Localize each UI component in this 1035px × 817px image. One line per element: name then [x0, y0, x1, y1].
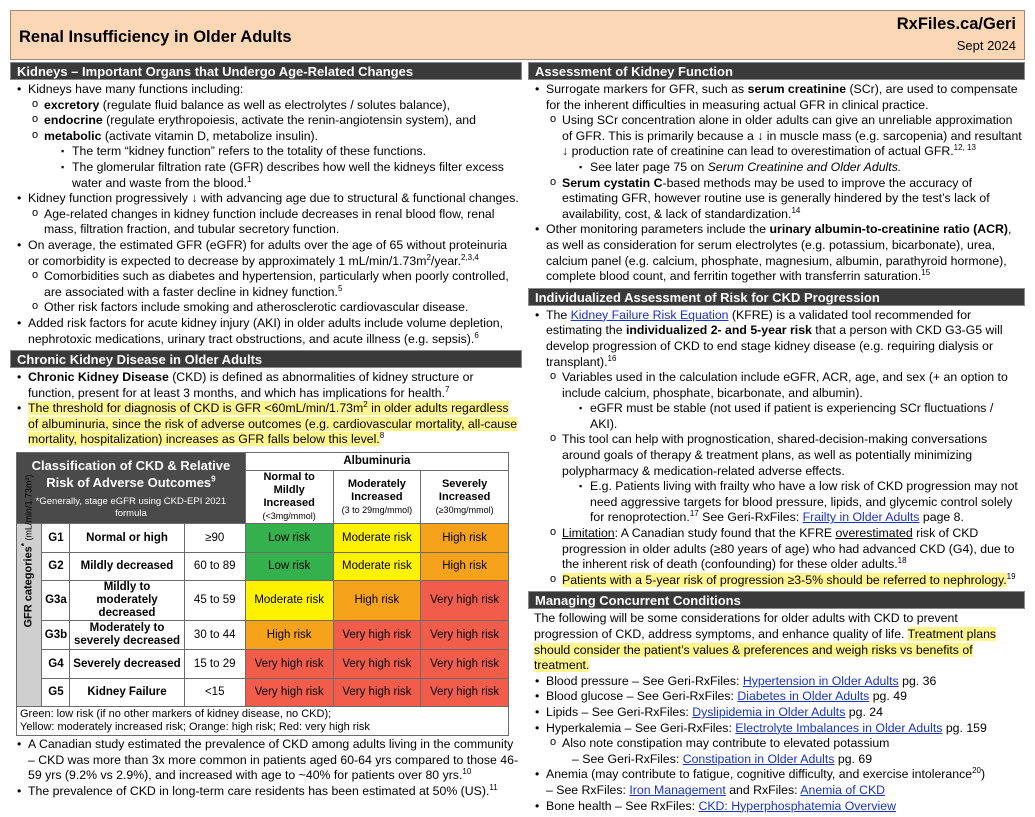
- publication-date: Sept 2024: [956, 38, 1016, 53]
- col-header-a3: Severely Increased (≥30mg/mmol): [421, 471, 509, 524]
- table-row: G4 Severely decreased 15 to 29 Very high risk Very high risk Very high risk: [17, 650, 509, 679]
- list-item: o Other risk factors include smoking and atherosclerotic cardiovascular disease.: [30, 300, 520, 316]
- list-item: o Age-related changes in kidney function include decreases in renal blood flow, renal mass, filtration fraction, and tubular secretory function.: [30, 207, 520, 238]
- left-column: [10, 62, 522, 802]
- section-body-ckd: [10, 368, 522, 448]
- ckd-classification-table: [16, 452, 509, 707]
- list-item: o excretory (regulate fluid balance as well as electrolytes / solutes balance),: [30, 98, 520, 114]
- section-heading-assessment: Assessment of Kidney Function: [528, 62, 1025, 80]
- section-body-risk: [528, 306, 1025, 592]
- list-item: ▪ The term “kidney function” refers to the totality of these functions.: [60, 144, 520, 160]
- list-item: o Using SCr concentration alone in older adults can give an unreliable approximation of GFR. This is primarily because a ↓ in muscle mass (e.g. sarcopenia) and resultant ↓ production rate of creatinine can lead to overestimation of actual GFR.$^{12, 13}$: [548, 113, 1023, 160]
- list-item: o Limitation: A Canadian study found that the KFRE overestimated risk of CKD progression in older adults (≥80 years of age) who had advanced CKD (G4), due to the inherent risk of death (confounding) for these older adults.$^{18}$: [548, 526, 1023, 573]
- page-header: [10, 10, 1025, 60]
- diabetes-link[interactable]: Diabetes in Older Adults: [737, 689, 870, 704]
- table-legend: Green: low risk (if no other markers of kidney disease, no CKD); Yellow: moderately increased risk; Orange: high risk; Red: very high risk: [16, 707, 509, 736]
- table-row: G3a Mildly to moderately decreased 45 to 59 Moderate risk High risk Very high risk: [17, 581, 509, 621]
- list-item: • The prevalence of CKD in long-term care residents has been estimated at 50% (US).$^{11}$: [14, 784, 520, 800]
- table-title-cell: Classification of CKD & Relative Risk of Adverse Outcomes$^9$ *Generally, stage eGFR using CKD-EPI 2021 formula: [17, 453, 246, 524]
- section-body-kidneys: [10, 80, 522, 350]
- frailty-link[interactable]: Frailty in Older Adults: [802, 510, 920, 525]
- list-item: • Blood pressure – See Geri-RxFiles: Hypertension in Older Adults pg. 36: [532, 674, 1023, 690]
- table-row: G5 Kidney Failure <15 Very high risk Very high risk Very high risk: [17, 679, 509, 707]
- list-item: ▪ E.g. Patients living with frailty who have a low risk of CKD progression may not need aggressive targets for blood pressure, lipids, and glycemic control solely for renoprotection.$^{17}$ See Geri-RxFiles: Frailty in Older Adults page 8.: [578, 479, 1023, 526]
- list-item: ▪ The glomerular filtration rate (GFR) describes how well the kidneys filter excess water and waste from the blood.$^1$: [60, 160, 520, 191]
- hyperphosphatemia-link[interactable]: CKD: Hyperphosphatemia Overview: [698, 798, 896, 813]
- list-item: o Also note constipation may contribute to elevated potassium – See Geri-RxFiles: Constipation in Older Adults pg. 69: [548, 736, 1023, 767]
- col-header-a1: Normal to Mildly Increased (<3mg/mmol): [245, 471, 333, 524]
- right-column: [528, 62, 1025, 817]
- section-heading-concurrent: Managing Concurrent Conditions: [528, 591, 1025, 609]
- list-item: o Patients with a 5-year risk of progression ≥3-5% should be referred to nephrology.$^{19}$: [548, 573, 1023, 589]
- dyslipidemia-link[interactable]: Dyslipidemia in Older Adults: [692, 704, 846, 719]
- list-item: • Kidney function progressively ↓ with advancing age due to structural & functional changes.: [14, 191, 520, 207]
- list-item: o This tool can help with prognostication, shared-decision-making conversations around goals of therapy & treatment plans, as well as potentially minimizing polypharmacy & medication-related adverse effects.: [548, 432, 1023, 479]
- brand-name: RxFiles.ca/Geri: [896, 15, 1016, 33]
- anemia-ckd-link[interactable]: Anemia of CKD: [800, 782, 886, 797]
- section-heading-ckd: Chronic Kidney Disease in Older Adults: [10, 350, 522, 368]
- list-item: ▪ eGFR must be stable (not used if patient is experiencing SCr fluctuations / AKI).: [578, 401, 1023, 432]
- list-item: • Chronic Kidney Disease (CKD) is defined as abnormalities of kidney structure or function, present for at least 3 months, and which has implications for health.$^7$: [14, 370, 520, 401]
- list-item: • Surrogate markers for GFR, such as serum creatinine (SCr), are used to compensate for the inherent difficulties in measuring actual GFR in clinical practice.: [532, 82, 1023, 113]
- list-item: • Lipids – See Geri-RxFiles: Dyslipidemia in Older Adults pg. 24: [532, 705, 1023, 721]
- section-heading-kidneys: Kidneys – Important Organs that Undergo Age-Related Changes: [10, 62, 522, 80]
- electrolyte-link[interactable]: Electrolyte Imbalances in Older Adults: [735, 720, 943, 735]
- list-item: o Serum cystatin C-based methods may be used to improve the accuracy of estimating GFR, however routine use is generally hindered by the test’s lack of availability, cost, & lack of standardization.$^{14}$: [548, 176, 1023, 223]
- list-item: • Blood glucose – See Geri-RxFiles: Diabetes in Older Adults pg. 49: [532, 689, 1023, 705]
- list-item: • Added risk factors for acute kidney injury (AKI) in older adults include volume depletion, nephrotoxic medications, urinary tract obstructions, and acute illness (e.g. sepsis).$^6$: [14, 316, 520, 347]
- section-body-ckd-prevalence: [10, 736, 522, 802]
- iron-link[interactable]: Iron Management: [629, 782, 726, 797]
- kfre-link[interactable]: Kidney Failure Risk Equation: [570, 307, 729, 322]
- constipation-link[interactable]: Constipation in Older Adults: [682, 751, 835, 766]
- list-item: ▪ See later page 75 on Serum Creatinine and Older Adults.: [578, 160, 1023, 176]
- section-heading-risk: Individualized Assessment of Risk for CKD Progression: [528, 288, 1025, 306]
- list-item: – See RxFiles: Iron Management and RxFiles: Anemia of CKD: [546, 782, 886, 797]
- hypertension-link[interactable]: Hypertension in Older Adults: [742, 673, 899, 688]
- list-item: • The threshold for diagnosis of CKD is GFR $<60mL/\min/1.73m^2$ in older adults regardless of albuminuria, since the risk of adverse outcomes (e.g. cardiovascular mortality, all-cause mortality, hospitalization) increases as GFR falls below this level.$^8$: [14, 401, 520, 448]
- list-item: o Variables used in the calculation include eGFR, ACR, age, and sex (+ an option to include calcium, phosphate, bicarbonate, and albumin).: [548, 370, 1023, 401]
- list-item: • A Canadian study estimated the prevalence of CKD among adults living in the community – CKD was more than 3x more common in patients aged 60-64 yrs compared to those 46-59 yrs (9.2% vs 2.9%), and increased with age to ~40% for patients over 80 yrs.$^{10}$: [14, 737, 520, 784]
- gfr-categories-label: GFR categories* (mL/min/1.73m²): [17, 524, 42, 707]
- list-item: • The Kidney Failure Risk Equation (KFRE) is a validated tool recommended for estimating the individualized 2- and 5-year risk that a person with CKD G3-G5 will develop progression of CKD to end stage kidney disease (e.g. requiring dialysis or transplant).$^{16}$: [532, 308, 1023, 370]
- table-row: GFR categories* (mL/min/1.73m²) G1 Normal or high ≥90 Low risk Moderate risk High risk: [17, 524, 509, 553]
- list-item: • Hyperkalemia – See Geri-RxFiles: Electrolyte Imbalances in Older Adults pg. 159: [532, 721, 1023, 737]
- albuminuria-header: Albuminuria: [245, 453, 508, 471]
- list-item: o metabolic (activate vitamin D, metabolize insulin).: [30, 129, 520, 145]
- list-item: • On average, the estimated GFR (eGFR) for adults over the age of 65 without proteinuria or comorbidity is expected to decrease by approximately 1 $mL/\min/1.73m^2/year.^{2,3,4}$: [14, 238, 520, 269]
- page-title: Renal Insufficiency in Older Adults: [19, 28, 292, 46]
- section-body-concurrent: [528, 609, 1025, 817]
- list-item: • Anemia (may contribute to fatigue, cognitive difficulty, and exercise intolerance$^{20}$): [532, 767, 1023, 783]
- section-body-assessment: [528, 80, 1025, 288]
- list-item: • Kidneys have many functions including:: [14, 82, 520, 98]
- table-row: G3b Moderately to severely decreased 30 to 44 High risk Very high risk Very high risk: [17, 621, 509, 650]
- concurrent-intro: The following will be some considerations for older adults with CKD to prevent progression of CKD, address symptoms, and enhance quality of life. Treatment plans should consider the patient’s values & preferences and weigh risks vs benefits of treatment.: [534, 611, 997, 673]
- list-item: o endocrine (regulate erythropoiesis, activate the renin-angiotensin system), and: [30, 113, 520, 129]
- list-item: • Other monitoring parameters include the urinary albumin-to-creatinine ratio (ACR), as well as consideration for serum electrolytes (e.g. potassium, bicarbonate), urea, calcium panel (e.g. calcium, phosphate, magnesium, albumin, parathyroid hormone), complete blood count, and ferritin together with transferrin saturation.$^{15}$: [532, 222, 1023, 284]
- col-header-a2: Moderately Increased (3 to 29mg/mmol): [333, 471, 421, 524]
- table-row: G2 Mildly decreased 60 to 89 Low risk Moderate risk High risk: [17, 553, 509, 581]
- list-item: • Bone health – See RxFiles: CKD: Hyperphosphatemia Overview: [532, 799, 1023, 815]
- list-item: o Comorbidities such as diabetes and hypertension, particularly when poorly controlled, are associated with a faster decline in kidney function.$^5$: [30, 269, 520, 300]
